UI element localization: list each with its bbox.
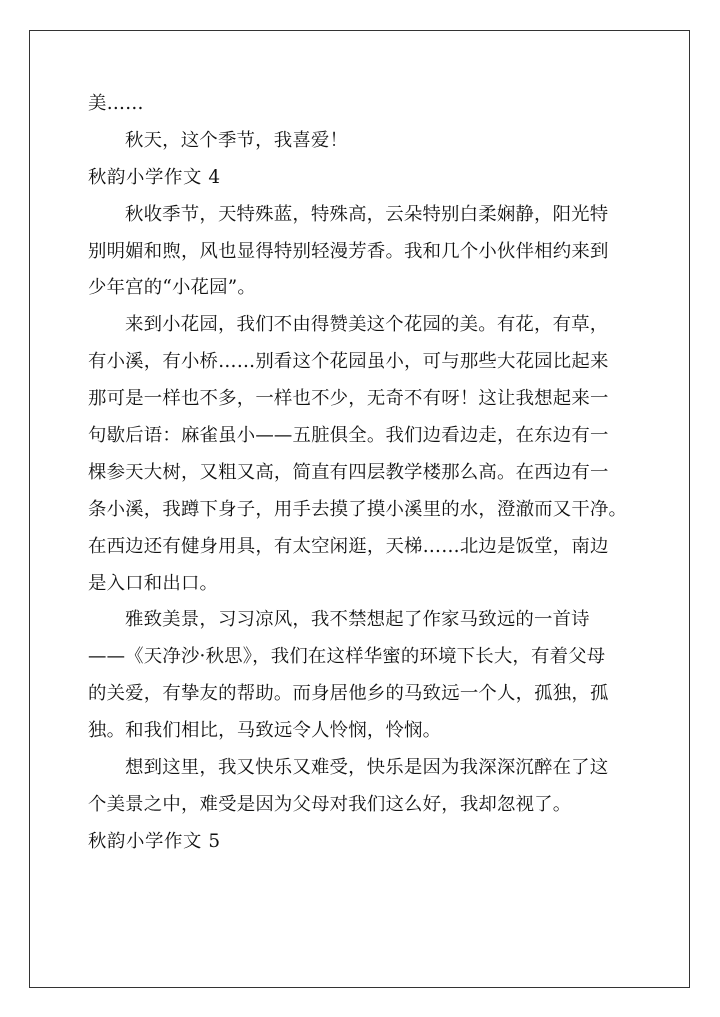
text-line: 棵参天大树，又粗又高，简直有四层教学楼那么高。在西边有一 [88,461,609,483]
text-line: 有小溪，有小桥……别看这个花园虽小，可与那些大花园比起来 [88,351,609,373]
text-line: 的关爱，有挚友的帮助。而身居他乡的马致远一个人，孤独，孤 [88,683,609,705]
section-heading: 秋韵小学作文 4 [88,166,221,188]
text-line: 来到小花园，我们不由得赞美这个花园的美。有花，有草， [125,314,609,336]
text-line: 少年宫的“小花园”。 [88,277,256,299]
text-line: 美…… [88,93,144,114]
document-body [88,86,634,861]
text-line: ——《天净沙·秋思》，我们在这样华蜜的环境下长大，有着父母 [88,646,606,668]
text-line: 秋天，这个季节，我喜爱！ [125,129,349,151]
text-line: 在西边还有健身用具，有太空闲逛，天梯……北边是饭堂，南边 [88,535,609,557]
text-line: 想到这里，我又快乐又难受，快乐是因为我深深沉醉在了这 [125,757,609,779]
text-line: 那可是一样也不多，一样也不少，无奇不有呀！这让我想起来一 [88,388,609,410]
text-line: 是入口和出口。 [88,572,219,594]
text-line: 秋收季节，天特殊蓝，特殊高，云朵特别白柔娴静，阳光特 [125,203,609,225]
text-line: 句歇后语：麻雀虽小——五脏俱全。我们边看边走，在东边有一 [88,425,609,447]
text-line: 独。和我们相比，马致远令人怜悯，怜悯。 [88,720,442,742]
text-line: 条小溪，我蹲下身子，用手去摸了摸小溪里的水，澄澈而又干净。 [88,498,628,520]
section-heading: 秋韵小学作文 5 [88,830,221,852]
text-line: 个美景之中，难受是因为父母对我们这么好，我却忽视了。 [88,793,572,815]
text-line: 雅致美景，习习凉风，我不禁想起了作家马致远的一首诗 [125,609,590,631]
text-line: 别明媚和煦，风也显得特别轻漫芳香。我和几个小伙伴相约来到 [88,240,609,262]
